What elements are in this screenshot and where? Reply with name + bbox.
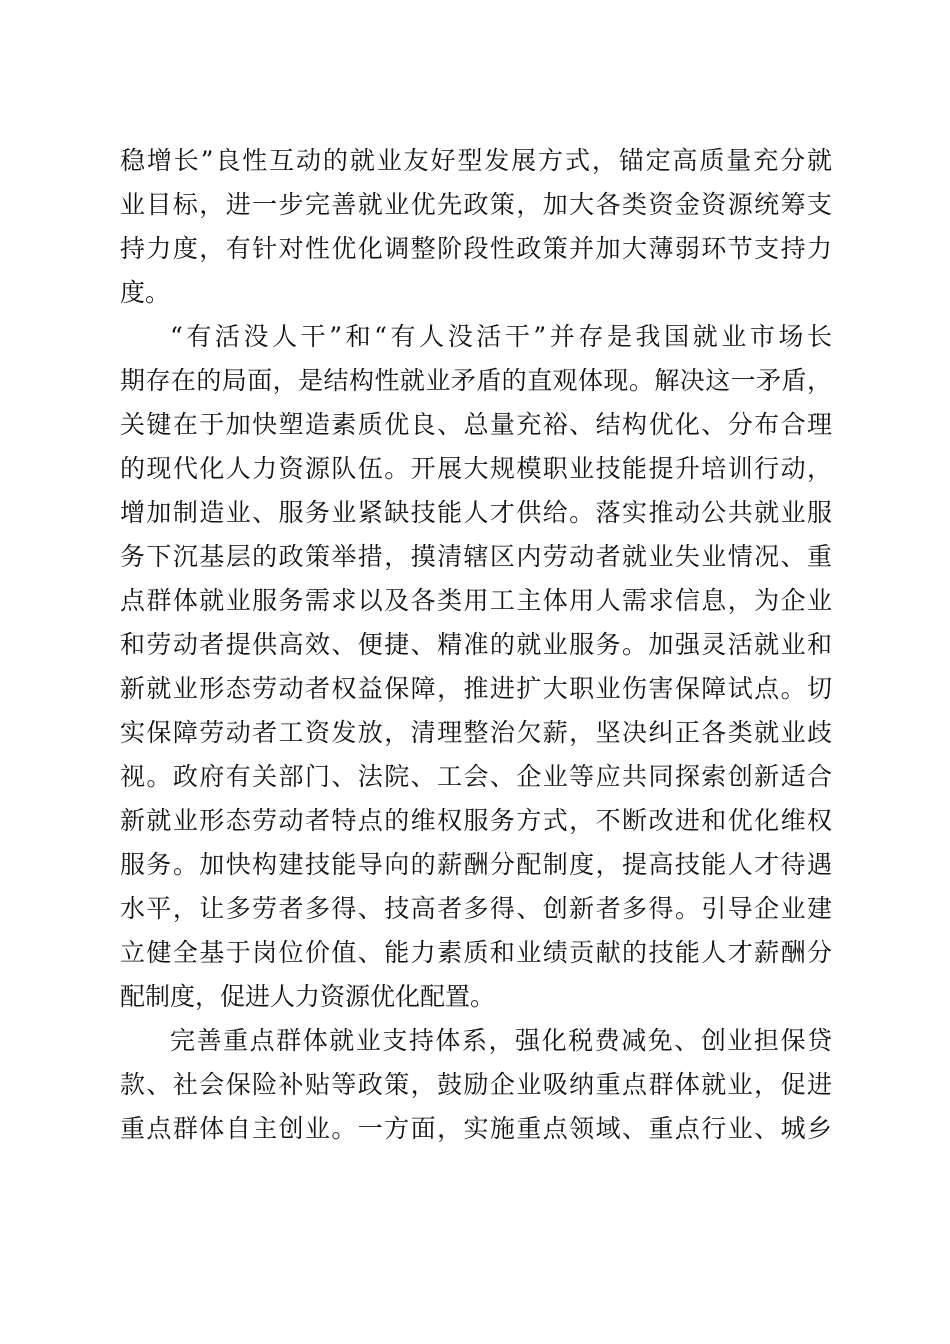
text-line: 新就业形态劳动者特点的维权服务方式，不断改进和优化维权 xyxy=(120,806,832,835)
document-body xyxy=(120,139,832,1151)
text-line: “有活没人干”和“有人没活干”并存是我国就业市场长 xyxy=(170,322,832,351)
text-line: 增加制造业、服务业紧缺技能人才供给。落实推动公共就业服 xyxy=(120,498,832,527)
text-line: 重点群体自主创业。一方面，实施重点领域、重点行业、城乡 xyxy=(120,1114,832,1143)
text-line: 水平，让多劳者多得、技高者多得、创新者多得。引导企业建 xyxy=(120,894,832,923)
text-line: 点群体就业服务需求以及各类用工主体用人需求信息，为企业 xyxy=(120,586,832,615)
text-line: 业目标，进一步完善就业优先政策，加大各类资金资源统筹支 xyxy=(120,190,832,219)
text-line: 度。 xyxy=(120,278,171,307)
paragraph xyxy=(120,1019,832,1151)
text-line: 实保障劳动者工资发放，清理整治欠薪，坚决纠正各类就业歧 xyxy=(120,718,832,747)
text-line: 务下沉基层的政策举措，摸清辖区内劳动者就业失业情况、重 xyxy=(120,542,832,571)
text-line: 新就业形态劳动者权益保障，推进扩大职业伤害保障试点。切 xyxy=(120,674,832,703)
text-line: 完善重点群体就业支持体系，强化税费减免、创业担保贷 xyxy=(170,1026,832,1055)
text-line: 款、社会保险补贴等政策，鼓励企业吸纳重点群体就业，促进 xyxy=(120,1070,832,1099)
paragraph xyxy=(120,315,832,1019)
paragraph xyxy=(120,139,832,315)
text-line: 视。政府有关部门、法院、工会、企业等应共同探索创新适合 xyxy=(120,762,832,791)
text-line: 持力度，有针对性优化调整阶段性政策并加大薄弱环节支持力 xyxy=(120,234,832,263)
text-line: 稳增长”良性互动的就业友好型发展方式，锚定高质量充分就 xyxy=(120,146,832,175)
text-line: 服务。加快构建技能导向的薪酬分配制度，提高技能人才待遇 xyxy=(120,850,832,879)
text-line: 的现代化人力资源队伍。开展大规模职业技能提升培训行动， xyxy=(120,454,832,483)
text-line: 关键在于加快塑造素质优良、总量充裕、结构优化、分布合理 xyxy=(120,410,832,439)
text-line: 立健全基于岗位价值、能力素质和业绩贡献的技能人才薪酬分 xyxy=(120,938,832,967)
text-line: 和劳动者提供高效、便捷、精准的就业服务。加强灵活就业和 xyxy=(120,630,832,659)
text-line: 期存在的局面，是结构性就业矛盾的直观体现。解决这一矛盾， xyxy=(120,366,832,395)
text-line: 配制度，促进人力资源优化配置。 xyxy=(120,982,496,1011)
